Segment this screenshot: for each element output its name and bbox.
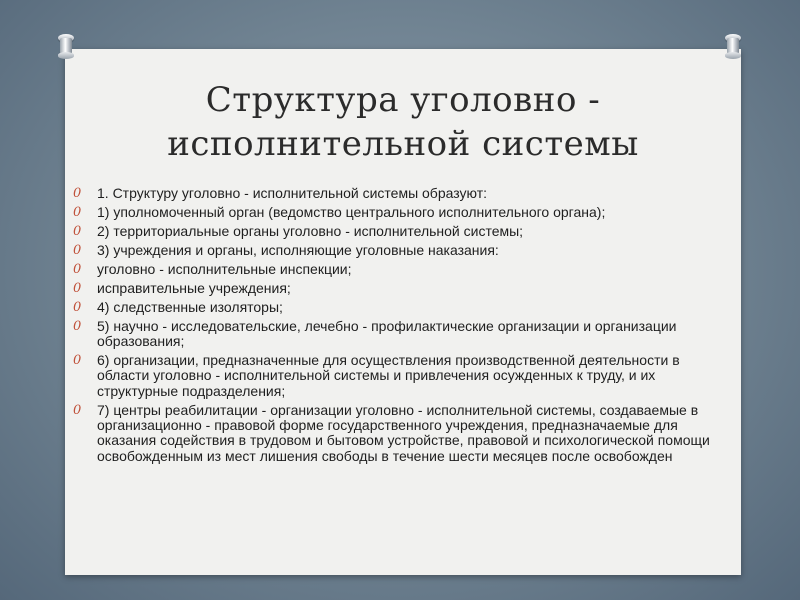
bullet-icon: 0 [73,223,82,239]
list-item-text: 6) организации, предназначенные для осуществления производственной деятельности в области уголовно - исполнительной системы и привлечения осужденных к труду, и их структурные подразделения; [97,352,680,399]
bullet-icon: 0 [73,299,82,315]
list-item-text: 1. Структуру уголовно - исполнительной системы образуют: [97,185,487,201]
list-item [73,243,725,258]
list-item [73,186,725,201]
list-item [73,281,725,296]
list-item [73,262,725,277]
list-item-text: 7) центры реабилитации - организации уголовно - исполнительной системы, создаваемые в организационно - правовой форме государственного учреждения, предназначаемые для оказания содействия в трудовом и бытовом устройстве, правовой и психологической помощи освобожденным из мест лишения свободы в течение шести месяцев после освобожден [97,401,710,464]
pushpin-icon [725,34,741,58]
slide-title [65,78,741,166]
list-item-text: 5) научно - исследовательские, лечебно - профилактические организации и организации образования; [97,317,677,350]
list-item [73,224,725,239]
bullet-icon: 0 [73,204,82,220]
pushpin-icon [58,34,74,58]
list-item [73,353,725,399]
list-item-text: уголовно - исполнительные инспекции; [97,260,352,277]
bullet-icon: 0 [73,318,82,334]
list-item-text: 4) следственные изоляторы; [97,298,283,315]
list-item-text: 1) уполномоченный орган (ведомство центрального исполнительного органа); [97,203,606,220]
list-item-text: 2) территориальные органы уголовно - исполнительной системы; [97,222,524,239]
slide-title-line-1: Структура уголовно - [205,80,601,120]
bullet-list [73,186,725,468]
bullet-icon: 0 [73,280,82,296]
bullet-icon: 0 [73,402,82,418]
list-item-text: исправительные учреждения; [97,279,291,296]
list-item-text: 3) учреждения и органы, исполняющие уголовные наказания: [97,241,499,258]
list-item [73,319,725,350]
bullet-icon: 0 [73,242,82,258]
list-item [73,300,725,315]
list-item [73,403,725,464]
bullet-icon: 0 [73,186,82,201]
list-item [73,205,725,220]
slide-title-line-2: исполнительной системы [167,124,639,164]
bullet-icon: 0 [73,261,82,277]
bullet-icon: 0 [73,353,82,369]
